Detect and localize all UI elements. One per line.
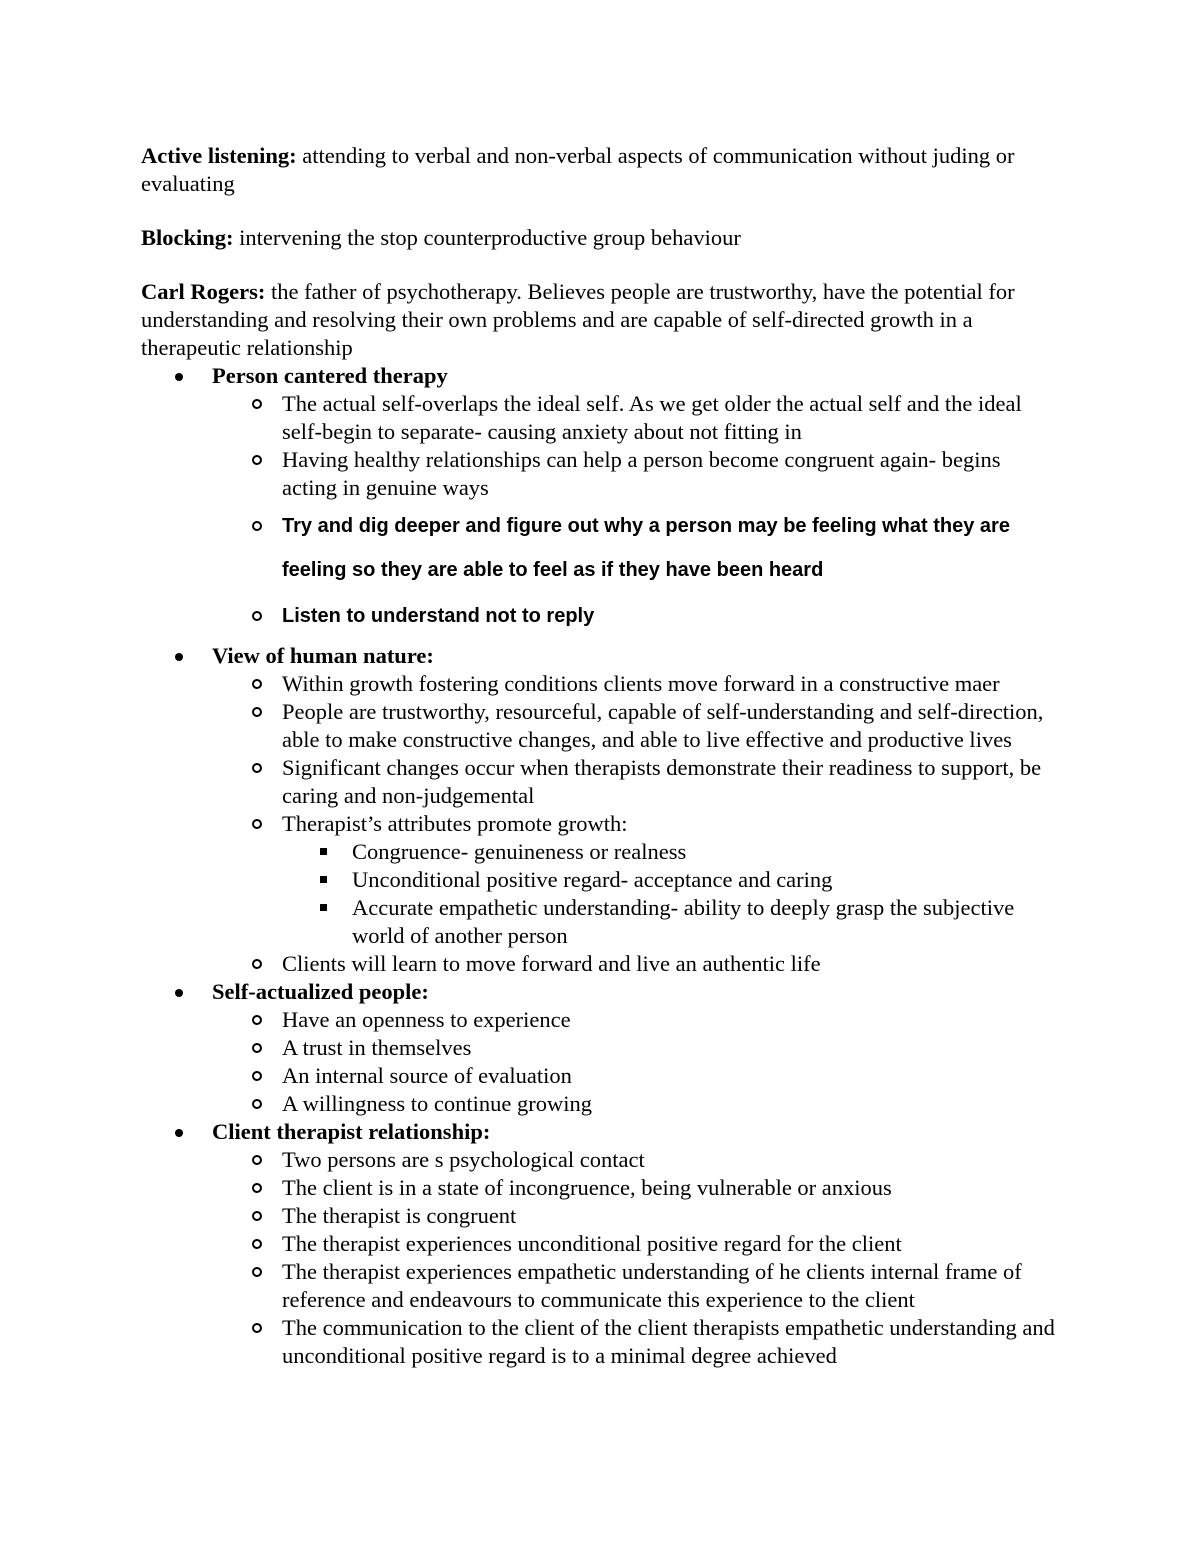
definition-blocking <box>141 224 1061 252</box>
definition-term: Active listening: <box>141 143 297 168</box>
circle-bullet-icon <box>252 707 262 717</box>
list-item-text: A trust in themselves <box>282 1035 472 1060</box>
section-view-of-human-nature <box>141 642 1061 978</box>
list-item <box>212 1146 1061 1174</box>
list-item-text: People are trustworthy, resourceful, capable of self-understanding and self-direction, able to make constructive changes, and able to live effective and productive lives <box>282 699 1044 752</box>
list-item-text: The therapist experiences unconditional positive regard for the client <box>282 1231 902 1256</box>
list-item <box>212 390 1061 446</box>
list-item-text: Having healthy relationships can help a person become congruent again- begins acting in genuine ways <box>282 447 1001 500</box>
definition-text: attending to verbal and non-verbal aspects of communication without juding or evaluating <box>141 143 1015 196</box>
main-bullet-list <box>141 362 1061 1370</box>
circle-bullet-icon <box>252 1323 262 1333</box>
list-item <box>212 1090 1061 1118</box>
square-bullet-icon <box>320 904 327 911</box>
nested-list-item-text: Congruence- genuineness or realness <box>352 839 687 864</box>
list-item-text: The actual self-overlaps the ideal self. As we get older the actual self and the ideal self-begin to separate- causing anxiety about not fitting in <box>282 391 1022 444</box>
section-person-centred-therapy <box>141 362 1061 638</box>
list-item <box>212 1314 1061 1370</box>
list-item <box>212 1258 1061 1314</box>
section-heading: Client therapist relationship: <box>212 1119 491 1144</box>
nested-list-item-text: Unconditional positive regard- acceptance and caring <box>352 867 833 892</box>
list-item-text: The communication to the client of the client therapists empathetic understanding and unconditional positive regard is to a minimal degree achieved <box>282 1315 1055 1368</box>
list-item-text: Within growth fostering conditions clients move forward in a constructive maer <box>282 671 1000 696</box>
circle-bullet-icon <box>252 1099 262 1109</box>
circle-bullet-icon <box>252 1155 262 1165</box>
list-item <box>212 504 1061 592</box>
circle-bullet-icon <box>252 763 262 773</box>
list-item <box>212 950 1061 978</box>
sub-bullet-list <box>212 670 1061 978</box>
circle-bullet-icon <box>252 455 262 465</box>
list-item-text: An internal source of evaluation <box>282 1063 572 1088</box>
nested-list-item-text: Accurate empathetic understanding- ability to deeply grasp the subjective world of another person <box>352 895 1015 948</box>
list-item-text: A willingness to continue growing <box>282 1091 592 1116</box>
section-heading: Self-actualized people: <box>212 979 429 1004</box>
definition-active-listening <box>141 142 1061 198</box>
definition-text: the father of psychotherapy. Believes people are trustworthy, have the potential for understanding and resolving their own problems and are capable of self-directed growth in a therapeutic relationship <box>141 279 1015 360</box>
list-item <box>212 594 1061 638</box>
circle-bullet-icon <box>252 1015 262 1025</box>
nested-bullet-list <box>282 838 1061 950</box>
list-item <box>212 1174 1061 1202</box>
circle-bullet-icon <box>252 399 262 409</box>
list-item <box>212 1006 1061 1034</box>
circle-bullet-icon <box>252 521 262 531</box>
bullet-icon <box>175 653 183 661</box>
circle-bullet-icon <box>252 1239 262 1249</box>
list-item-text: Try and dig deeper and figure out why a person may be feeling what they are feeling so they are able to feel as if they have been heard <box>282 515 1010 581</box>
nested-list-item <box>282 838 1061 866</box>
list-item <box>212 446 1061 502</box>
bullet-icon <box>175 989 183 997</box>
circle-bullet-icon <box>252 1211 262 1221</box>
section-heading: Person cantered therapy <box>212 363 448 388</box>
circle-bullet-icon <box>252 1183 262 1193</box>
definition-carl-rogers <box>141 278 1061 362</box>
section-heading: View of human nature: <box>212 643 434 668</box>
circle-bullet-icon <box>252 1043 262 1053</box>
circle-bullet-icon <box>252 1267 262 1277</box>
nested-list-item <box>282 894 1061 950</box>
list-item-text: Clients will learn to move forward and live an authentic life <box>282 951 821 976</box>
nested-list-item <box>282 866 1061 894</box>
bullet-icon <box>175 373 183 381</box>
circle-bullet-icon <box>252 959 262 969</box>
section-client-therapist-relationship <box>141 1118 1061 1370</box>
list-item-text: The therapist experiences empathetic understanding of he clients internal frame of reference and endeavours to communicate this experience to the client <box>282 1259 1022 1312</box>
section-self-actualized-people <box>141 978 1061 1118</box>
list-item <box>212 1202 1061 1230</box>
document-page <box>141 142 1061 1370</box>
bullet-icon <box>175 1129 183 1137</box>
list-item <box>212 754 1061 810</box>
circle-bullet-icon <box>252 611 262 621</box>
square-bullet-icon <box>320 876 327 883</box>
list-item-text: Have an openness to experience <box>282 1007 571 1032</box>
list-item <box>212 1062 1061 1090</box>
definition-term: Blocking: <box>141 225 234 250</box>
list-item-text: Therapist’s attributes promote growth: <box>282 811 628 836</box>
list-item <box>212 810 1061 950</box>
list-item <box>212 1230 1061 1258</box>
list-item <box>212 1034 1061 1062</box>
circle-bullet-icon <box>252 819 262 829</box>
sub-bullet-list <box>212 390 1061 638</box>
definition-text: intervening the stop counterproductive group behaviour <box>233 225 741 250</box>
circle-bullet-icon <box>252 679 262 689</box>
list-item-text: The therapist is congruent <box>282 1203 517 1228</box>
definition-term: Carl Rogers: <box>141 279 266 304</box>
list-item-text: The client is in a state of incongruence, being vulnerable or anxious <box>282 1175 892 1200</box>
square-bullet-icon <box>320 848 327 855</box>
list-item-text: Listen to understand not to reply <box>282 605 595 627</box>
list-item <box>212 698 1061 754</box>
list-item-text: Significant changes occur when therapists demonstrate their readiness to support, be caring and non-judgemental <box>282 755 1042 808</box>
sub-bullet-list <box>212 1006 1061 1118</box>
circle-bullet-icon <box>252 1071 262 1081</box>
list-item <box>212 670 1061 698</box>
list-item-text: Two persons are s psychological contact <box>282 1147 645 1172</box>
sub-bullet-list <box>212 1146 1061 1370</box>
